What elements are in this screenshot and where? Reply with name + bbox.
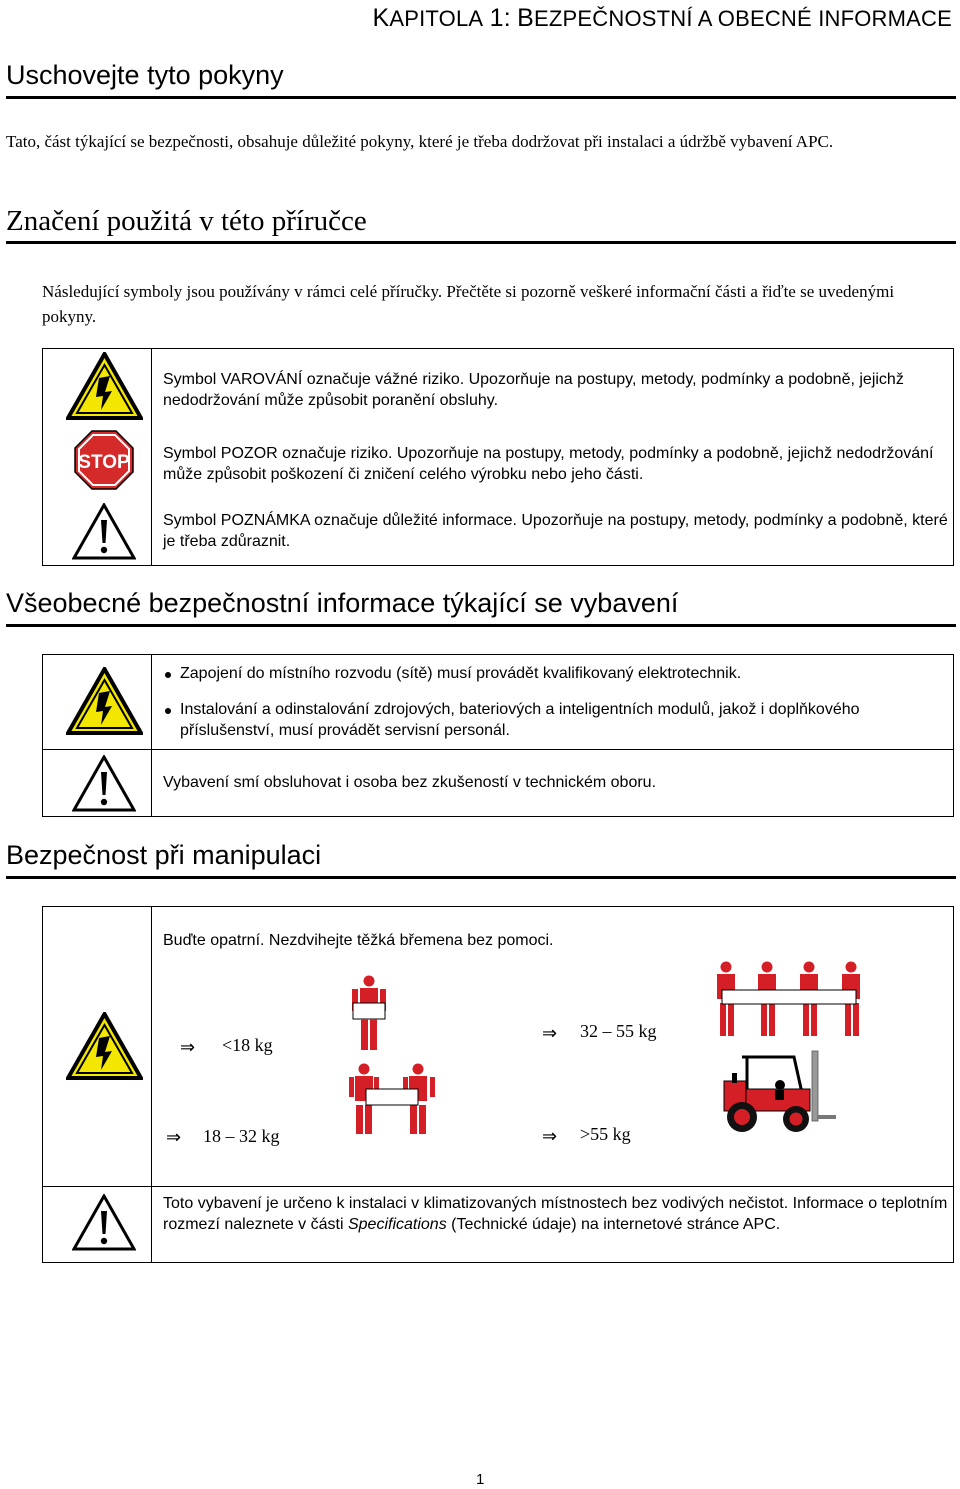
section-heading-general-safety: Všeobecné bezpečnostní informace týkající se vybavení [6,588,679,618]
chapter-title: BEZPEČNOSTNÍ A OBECNÉ INFORMACE [517,4,952,32]
weight-label: >55 kg [580,1124,631,1144]
bullet [165,672,171,678]
forklift-icon [712,1045,837,1135]
weight-label: 32 – 55 kg [580,1021,657,1041]
bullet [165,708,171,714]
warning-symbol-text: Symbol VAROVÁNÍ označuje vážné riziko. Upozorňuje na postupy, metody, podmínky a podobně, jejichž nedodržování může způsobit poranění obsluhy. [163,371,904,409]
symbols-intro-text: Následující symboly jsou používány v rámci celé příručky. Přečtěte si pozorně veškeré informační části a řiďte se uvedenými pokyny. [42,282,895,326]
team-lift-icon [714,960,864,1038]
environment-note-part2: (Technické údaje) na internetové stránce APC. [446,1216,781,1233]
heading-rule [6,96,956,99]
bullet-item-electrician: Zapojení do místního rozvodu (sítě) musí provádět kvalifikovaný elektrotechnik. [180,665,742,682]
chapter-prefix: KAPITOLA [372,4,484,32]
specifications-reference: Specifications [347,1216,447,1233]
arrow-icon: ⇒ [542,1023,558,1043]
operation-note-text: Vybavení smí obsluhovat i osoba bez zkušeností v technickém oboru. [163,774,657,791]
electrical-hazard-warning-icon [66,667,143,735]
section-heading-symbols: Značení použitá v této příručce [6,205,367,237]
table-divider [151,907,152,1262]
svg-text:STOP: STOP [78,452,130,473]
arrow-icon: ⇒ [542,1126,558,1146]
electrical-hazard-warning-icon [66,1012,143,1080]
section-heading-handling-safety: Bezpečnost při manipulaci [6,840,322,870]
chapter-number: 1: [489,4,511,32]
caution-symbol-text: Symbol POZOR označuje riziko. Upozorňuje na postupy, metody, podmínky a podobně, jejichž nedodržování může způsobit poškození či zničení celého výrobku nebo jeho části. [163,445,934,483]
note-symbol-text: Symbol POZNÁMKA označuje důležité informace. Upozorňuje na postupy, metody, podmínky a podobně, které je třeba zdůraznit. [163,512,948,550]
table-divider [151,349,152,565]
two-person-lift-icon [348,1063,436,1135]
exclamation-warning-icon [72,755,136,812]
environment-note-text [163,1193,948,1235]
safety-intro-text: Tato, část týkající se bezpečnosti, obsahuje důležité pokyny, které je třeba dodržovat při instalaci a údržbě vybavení APC. [6,132,834,151]
arrow-icon: ⇒ [180,1037,196,1057]
arrow-icon: ⇒ [166,1127,182,1147]
heading-rule [6,624,956,627]
exclamation-warning-icon [72,1194,136,1251]
exclamation-warning-icon [72,503,136,560]
electrical-hazard-warning-icon [66,352,143,420]
lifting-caution-text: Buďte opatrní. Nezdvihejte těžká břemena bez pomoci. [163,932,554,949]
chapter-header [372,4,952,33]
section-heading-keep-instructions: Uschovejte tyto pokyny [6,60,284,90]
environment-note-part1: Toto vybavení je určeno k instalaci v klimatizovaných místnostech bez vodivých nečistot. Informace o teplotním rozmezí naleznete v části [163,1195,948,1233]
stop-sign-icon [74,430,134,490]
heading-rule [6,241,956,244]
page-number: 1 [476,1471,485,1488]
weight-label: <18 kg [222,1035,273,1055]
weight-label: 18 – 32 kg [203,1126,280,1146]
table-row-divider [43,1186,953,1187]
one-person-lift-icon [348,975,390,1051]
table-row-divider [43,749,953,750]
heading-rule [6,876,956,879]
bullet-item-service-personnel: Instalování a odinstalování zdrojových, bateriových a inteligentních modulů, jakož i doplňkového příslušenství, musí provádět servisní personál. [180,701,860,739]
table-divider [151,655,152,816]
